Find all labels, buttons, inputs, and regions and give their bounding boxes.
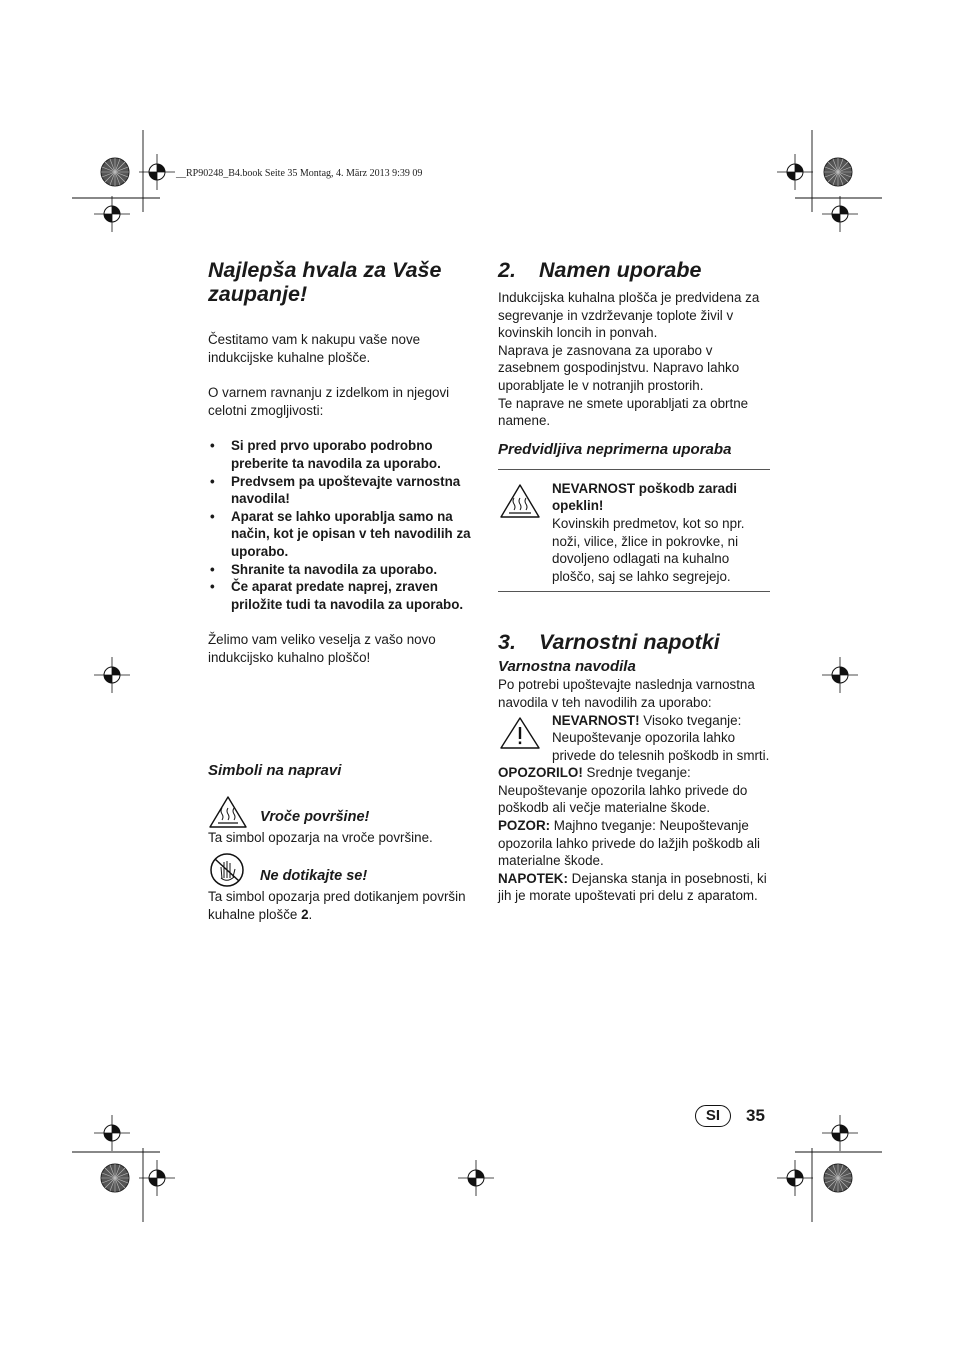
no-touch-icon xyxy=(208,852,248,888)
hot-surface-icon xyxy=(498,482,542,520)
warning-triangle-icon xyxy=(498,715,542,751)
hot-surface-label: Vroče površine! xyxy=(260,808,370,825)
danger-box-text: Kovinskih predmetov, kot so npr. noži, vilice, žlice in pokrovke, ni dovoljeno odlagati na kuhalno ploščo, saj se lahko segrejejo. xyxy=(552,515,745,584)
list-item: • Shranite ta navodila za uporabo. xyxy=(208,561,484,579)
caution-description: POZOR: Majhno tveganje: Neupoštevanje opozorila lahko privede do lažjih poškodb ali materialne škode. xyxy=(498,818,761,869)
hot-surface-icon xyxy=(208,795,248,829)
closing-paragraph: Želimo vam veliko veselja z vašo novo indukcijsko kuhalno ploščo! xyxy=(208,632,436,665)
print-header-line: __RP90248_B4.book Seite 35 Montag, 4. März 2013 9:39 09 xyxy=(176,168,423,179)
section-2-heading: 2. Namen uporabe xyxy=(498,258,702,282)
danger-row xyxy=(498,712,774,765)
intro-paragraph-2: O varnem ravnanju z izdelkom in njegovi celotni zmogljivosti: xyxy=(208,385,450,418)
instruction-list xyxy=(208,437,484,613)
list-item: • Si pred prvo uporabo podrobno preberite ta navodila za uporabo. xyxy=(208,437,484,472)
right-column xyxy=(498,258,774,905)
list-item: • Aparat se lahko uporablja samo na način, kot je opisan v teh navodilih za uporabo. xyxy=(208,508,484,561)
warning-description: OPOZORILO! Srednje tveganje: Neupoštevanje opozorila lahko privede do poškodb ali večje materialne škode. xyxy=(498,765,748,816)
note-description: NAPOTEK: Dejanska stanja in posebnosti, ki jih je morate upoštevati pri delu z aparatom. xyxy=(498,870,767,904)
intended-use-paragraph-2: Naprava je zasnovana za uporabo v zasebnem gospodinjstvu. Napravo lahko uporabljate le v notranjih prostorih. xyxy=(498,342,740,393)
intended-use-paragraph-3: Te naprave ne smete uporabljati za obrtne namene. xyxy=(498,395,749,429)
symbols-heading: Simboli na napravi xyxy=(208,761,342,779)
intended-use-paragraph: Indukcijska kuhalna plošča je predvidena za segrevanje in vzdrževanje toplote živil v kovinskih loncih in ponvah. xyxy=(498,290,760,341)
hot-surface-description: Ta simbol opozarja na vroče površine. xyxy=(208,829,433,845)
left-column xyxy=(208,258,484,923)
safety-intro: Po potrebi upoštevajte naslednja varnostna navodila v teh navodilih za uporabo: xyxy=(498,677,755,710)
no-touch-symbol-row xyxy=(208,852,484,888)
danger-description: NEVARNOST! Visoko tveganje: Neupoštevanje opozorila lahko privede do telesnih poškodb in smrti. xyxy=(552,712,770,763)
danger-box xyxy=(498,469,770,593)
language-badge: SI xyxy=(695,1105,731,1127)
hot-surface-symbol-row xyxy=(208,795,484,829)
intro-paragraph: Čestitamo vam k nakupu vaše nove indukcijske kuhalne plošče. xyxy=(208,332,421,365)
section-3-heading: 3. Varnostni napotki xyxy=(498,630,720,655)
danger-box-title: NEVARNOST poškodb zaradi opeklin! xyxy=(552,480,738,514)
misuse-heading: Predvidljiva neprimerna uporaba xyxy=(498,440,732,458)
no-touch-label: Ne dotikajte se! xyxy=(260,868,368,885)
page-title: Najlepša hvala za Vaše zaupanje! xyxy=(208,258,442,306)
list-item: • Predvsem pa upoštevajte varnostna navodila! xyxy=(208,473,484,508)
list-item: • Če aparat predate naprej, zraven priložite tudi ta navodila za uporabo. xyxy=(208,578,484,613)
page-number: 35 xyxy=(746,1106,765,1125)
safety-heading: Varnostna navodila xyxy=(498,658,636,676)
no-touch-description: Ta simbol opozarja pred dotikanjem površin kuhalne plošče 2. xyxy=(208,889,466,922)
